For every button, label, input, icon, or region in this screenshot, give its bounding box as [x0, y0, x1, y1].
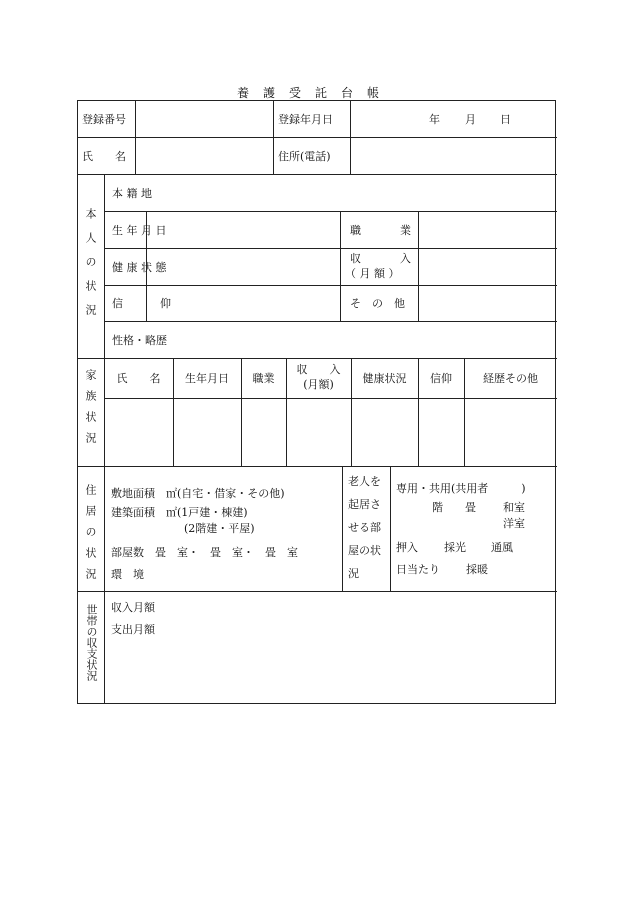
closet-label: 押入 [396, 541, 418, 554]
family-history-header: 経歴その他 [483, 372, 538, 385]
person-status-label: 本人の状況 [84, 208, 97, 328]
health-label: 健 康 状 態 [112, 261, 167, 274]
lighting-label: 採光 [444, 541, 466, 554]
elder-room-label: 老人を [348, 475, 381, 488]
monthly-income-label: 収入月額 [111, 601, 155, 614]
income-label: 収 [350, 252, 361, 265]
religion-label: 仰 [160, 297, 171, 310]
month-label: 月 [465, 113, 476, 126]
rule [78, 591, 557, 592]
rule [390, 466, 391, 591]
rule [273, 101, 274, 174]
japanese-room-label: 和室 [503, 501, 525, 514]
exclusive-shared-label: 専用・共用(共用者 ) [396, 482, 526, 495]
family-health-header: 健康状況 [362, 372, 407, 385]
family-name-header: 氏 名 [116, 372, 161, 385]
day-label: 日 [500, 113, 511, 126]
building-floors-label: (2階建・平屋) [184, 522, 255, 535]
rule [104, 248, 557, 249]
address-label: 住所(電話) [278, 150, 331, 163]
religion-label: 信 [112, 297, 123, 310]
rule [78, 137, 557, 138]
elder-room-label: 起居さ [348, 498, 381, 511]
building-area-label: 建築面積 ㎡(1戸建・棟建) [111, 506, 248, 519]
elder-room-label: 況 [348, 567, 359, 580]
rule [418, 211, 419, 321]
rule [135, 101, 136, 174]
site-area-label: 敷地面積 ㎡(自宅・借家・その他) [111, 487, 285, 500]
rule [350, 101, 351, 174]
monthly-expense-label: 支出月額 [111, 623, 155, 636]
rule [340, 211, 341, 321]
name-label: 氏 名 [82, 150, 126, 163]
occupation-label: 職 [350, 224, 361, 237]
sunlight-label: 日当たり [396, 563, 440, 576]
personality-history-label: 性格・略歴 [112, 334, 167, 347]
rule [78, 466, 557, 467]
domicile-label: 本 籍 地 [112, 187, 152, 200]
rule [104, 174, 105, 704]
family-occupation-header: 職業 [252, 372, 275, 385]
rule [104, 285, 557, 286]
birth-date-label: 生 年 月 日 [112, 224, 167, 237]
family-status-label: 家族状況 [84, 369, 97, 453]
family-income-header: (月額) [303, 378, 334, 391]
housing-status-label: 住居の状況 [84, 484, 97, 589]
household-budget-label: 世帯の収支状況 [85, 604, 98, 681]
year-label: 年 [429, 113, 440, 126]
elder-room-label: せる部 [348, 521, 381, 534]
registration-date-label: 登録年月日 [278, 113, 333, 126]
family-religion-header: 信仰 [430, 372, 452, 385]
occupation-label: 業 [400, 224, 411, 237]
environment-label: 環 境 [111, 568, 144, 581]
income-label: 入 [400, 252, 411, 265]
form-title: 養護受託台帳 [236, 86, 393, 100]
rule [78, 358, 557, 359]
heating-label: 採暖 [466, 563, 488, 576]
rule [78, 174, 557, 175]
monthly-amount-label: （ 月 額 ） [345, 267, 400, 280]
western-room-label: 洋室 [503, 517, 525, 530]
elder-room-label: 屋の状 [348, 544, 381, 557]
rule [104, 211, 557, 212]
rooms-label: 部屋数 畳 室・ 畳 室・ 畳 室 [111, 546, 298, 559]
registration-number-label: 登録番号 [82, 113, 126, 126]
ventilation-label: 通風 [491, 541, 513, 554]
family-birth-header: 生年月日 [185, 372, 229, 385]
rule [104, 321, 557, 322]
rule [342, 466, 343, 591]
ledger-form [77, 100, 556, 704]
floor-mats-label: 階 畳 [432, 501, 476, 514]
family-income-header: 収 入 [296, 363, 341, 376]
rule [104, 398, 557, 399]
other-label: そ の 他 [350, 297, 405, 310]
